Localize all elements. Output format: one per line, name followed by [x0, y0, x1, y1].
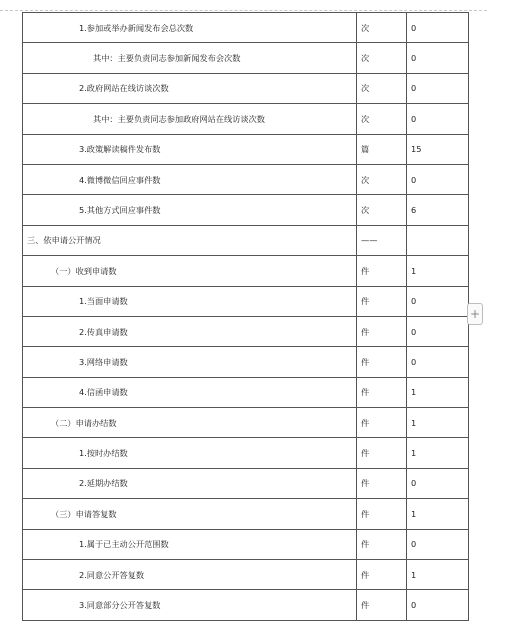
item-label: 2.政府网站在线访谈次数 [23, 73, 357, 103]
item-label: 2.同意公开答复数 [23, 560, 357, 590]
value-cell: 6 [407, 195, 469, 225]
item-label: （二）申请办结数 [23, 408, 357, 438]
value-cell: 0 [407, 13, 469, 43]
item-label: 5.其他方式回应事件数 [23, 195, 357, 225]
value-cell: 0 [407, 73, 469, 103]
item-label: （一）收到申请数 [23, 256, 357, 286]
item-label: 2.传真申请数 [23, 316, 357, 346]
table-row [23, 43, 469, 73]
table-row [23, 13, 469, 43]
item-label: 4.信函申请数 [23, 377, 357, 407]
unit-cell: —— [357, 225, 407, 255]
value-cell: 0 [407, 529, 469, 559]
value-cell: 1 [407, 408, 469, 438]
unit-cell: 件 [357, 408, 407, 438]
value-cell [407, 225, 469, 255]
table-row [23, 195, 469, 225]
table-row [23, 73, 469, 103]
unit-cell: 次 [357, 73, 407, 103]
value-cell: 0 [407, 286, 469, 316]
item-label: 1.属于已主动公开范围数 [23, 529, 357, 559]
unit-cell: 件 [357, 499, 407, 529]
value-cell: 0 [407, 43, 469, 73]
table-row [23, 286, 469, 316]
item-label: 4.微博微信回应事件数 [23, 164, 357, 194]
unit-cell: 件 [357, 468, 407, 498]
unit-cell: 件 [357, 256, 407, 286]
value-cell: 0 [407, 164, 469, 194]
unit-cell: 次 [357, 43, 407, 73]
table-row [23, 316, 469, 346]
value-cell: 0 [407, 316, 469, 346]
table-row [23, 438, 469, 468]
section-heading: 三、依申请公开情况 [23, 225, 357, 255]
value-cell: 15 [407, 134, 469, 164]
item-label: 1.当面申请数 [23, 286, 357, 316]
table-row [23, 134, 469, 164]
unit-cell: 件 [357, 438, 407, 468]
value-cell: 0 [407, 590, 469, 620]
unit-cell: 篇 [357, 134, 407, 164]
value-cell: 1 [407, 377, 469, 407]
section-heading-row [23, 225, 469, 255]
item-label: 2.延期办结数 [23, 468, 357, 498]
item-label: 3.同意部分公开答复数 [23, 590, 357, 620]
unit-cell: 件 [357, 590, 407, 620]
unit-cell: 次 [357, 164, 407, 194]
add-row-button[interactable] [467, 303, 483, 325]
table-row [23, 468, 469, 498]
unit-cell: 件 [357, 316, 407, 346]
item-label: （三）申请答复数 [23, 499, 357, 529]
table-row [23, 590, 469, 620]
value-cell: 1 [407, 499, 469, 529]
unit-cell: 件 [357, 529, 407, 559]
table-row [23, 256, 469, 286]
table-row [23, 377, 469, 407]
table-row [23, 164, 469, 194]
value-cell: 0 [407, 468, 469, 498]
value-cell: 1 [407, 256, 469, 286]
unit-cell: 件 [357, 560, 407, 590]
value-cell: 0 [407, 104, 469, 134]
item-label: 1.参加或举办新闻发布会总次数 [23, 13, 357, 43]
table-row [23, 529, 469, 559]
table-row [23, 408, 469, 438]
item-label: 1.按时办结数 [23, 438, 357, 468]
table-row [23, 560, 469, 590]
value-cell: 1 [407, 560, 469, 590]
unit-cell: 件 [357, 347, 407, 377]
unit-cell: 次 [357, 104, 407, 134]
unit-cell: 件 [357, 286, 407, 316]
statistics-table [22, 12, 469, 621]
value-cell: 0 [407, 347, 469, 377]
unit-cell: 次 [357, 13, 407, 43]
plus-icon: + [469, 307, 481, 321]
table-row [23, 499, 469, 529]
unit-cell: 次 [357, 195, 407, 225]
item-label: 其中：主要负责同志参加新闻发布会次数 [23, 43, 357, 73]
item-label: 3.网络申请数 [23, 347, 357, 377]
unit-cell: 件 [357, 377, 407, 407]
item-label: 其中：主要负责同志参加政府网站在线访谈次数 [23, 104, 357, 134]
table-row [23, 104, 469, 134]
item-label: 3.政策解读稿件发布数 [23, 134, 357, 164]
value-cell: 1 [407, 438, 469, 468]
table-row [23, 347, 469, 377]
